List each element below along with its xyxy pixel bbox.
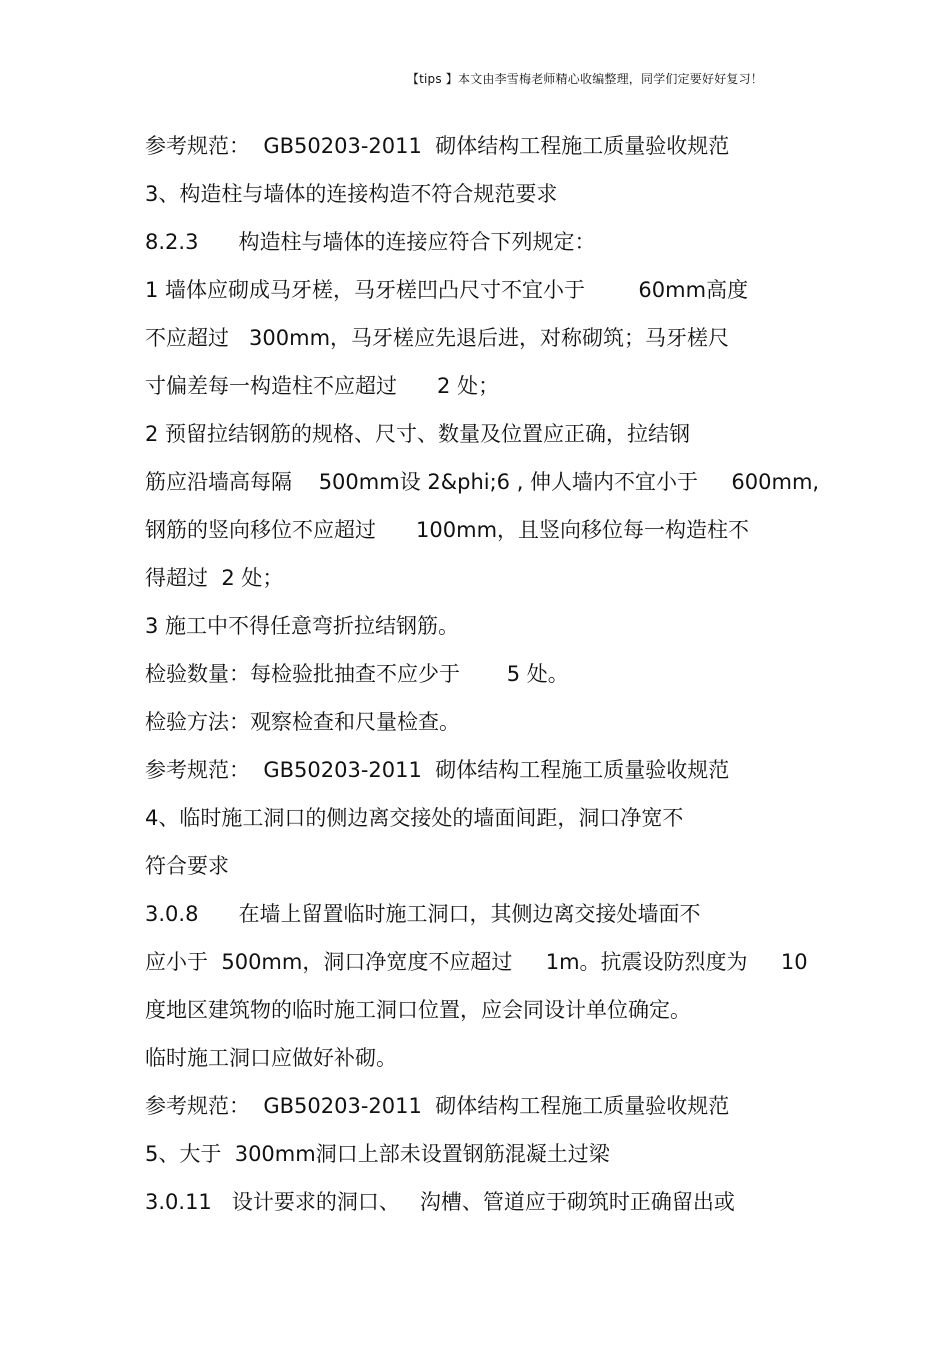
text-line: 临时施工洞口应做好补砌。 [145,1046,397,1070]
text-line: 8.2.3 构造柱与墙体的连接应符合下列规定： [145,230,596,254]
text-line: 5、大于 300mm洞口上部未设置钢筋混凝土过梁 [145,1142,610,1166]
text-line: 钢筋的竖向移位不应超过 100mm，且竖向移位每一构造柱不 [145,518,750,542]
text-line: 3、构造柱与墙体的连接构造不符合规范要求 [145,182,558,206]
text-line: 1 墙体应砌成马牙槎，马牙槎凹凸尺寸不宜小于 60mm高度 [145,278,749,302]
text-line: 应小于 500mm，洞口净宽度不应超过 1m。抗震设防烈度为 10 [145,950,808,974]
text-line: 参考规范： GB50203-2011 砌体结构工程施工质量验收规范 [145,134,730,158]
text-line: 3.0.8 在墙上留置临时施工洞口，其侧边离交接处墙面不 [145,902,701,926]
text-line: 得超过 2 处； [145,566,284,590]
text-line: 检验方法：观察检查和尺量检查。 [145,710,460,734]
text-line: 参考规范： GB50203-2011 砌体结构工程施工质量验收规范 [145,1094,730,1118]
text-line: 符合要求 [145,854,229,878]
header-tips: 【tips 】本文由李雪梅老师精心收编整理，同学们定要好好复习！ [406,72,763,86]
text-line: 4、临时施工洞口的侧边离交接处的墙面间距，洞口净宽不 [145,806,684,830]
text-line: 检验数量：每检验批抽查不应少于 5 处。 [145,662,569,686]
text-line: 2 预留拉结钢筋的规格、尺寸、数量及位置应正确，拉结钢 [145,422,691,446]
text-line: 寸偏差每一构造柱不应超过 2 处； [145,374,500,398]
text-line: 3 施工中不得任意弯折拉结钢筋。 [145,614,460,638]
text-line: 不应超过 300mm，马牙槎应先退后进，对称砌筑；马牙槎尺 [145,326,730,350]
text-line: 度地区建筑物的临时施工洞口位置，应会同设计单位确定。 [145,998,691,1022]
text-line: 3.0.11 设计要求的洞口、 沟槽、管道应于砌筑时正确留出或 [145,1190,735,1214]
text-line: 参考规范： GB50203-2011 砌体结构工程施工质量验收规范 [145,758,730,782]
text-line: 筋应沿墙高每隔 500mm设 2&phi;6 , 伸人墙内不宜小于 600mm, [145,470,820,494]
